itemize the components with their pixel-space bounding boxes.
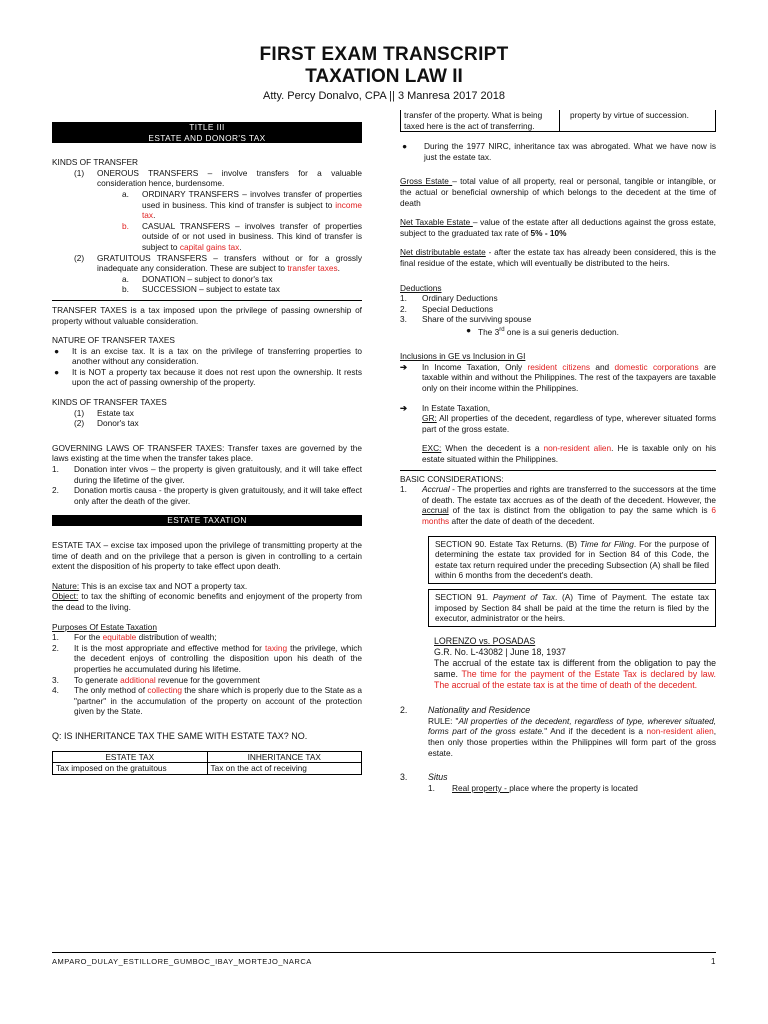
text-run: SECTION 91. <box>435 591 493 602</box>
text-run: after the date of death of the decedent. <box>449 515 595 526</box>
list-text: In Estate Taxation, <box>422 402 491 413</box>
list-text <box>142 221 362 253</box>
list-number: (2) <box>74 252 85 263</box>
deductions-heading: Deductions <box>400 282 442 293</box>
list-number: 2. <box>52 485 59 496</box>
text-run: CASUAL TRANSFERS – involves transfer of properties outside of or not used in business. This kind of transfer is subject to <box>142 220 362 252</box>
list-text: Ordinary Deductions <box>422 293 498 304</box>
case-block <box>400 636 716 691</box>
nature-bullet-2 <box>52 367 362 388</box>
text-run: – value of the estate after all deductions against the gross estate, subject to the graduated tax rate of <box>400 217 716 238</box>
arrow-icon: ➔ <box>400 361 407 372</box>
author-line: Atty. Percy Donalvo, CPA || 3 Manresa 2017 2018 <box>263 90 505 102</box>
label-text: EXC: <box>422 443 442 454</box>
list-number: (1) <box>74 407 85 418</box>
highlight-text: non-resident alien <box>646 726 714 737</box>
table-row <box>401 110 716 132</box>
section-90-box <box>428 536 716 584</box>
nature-line <box>52 581 362 592</box>
case-citation: G.R. No. L-43082 | June 18, 1937 <box>434 646 566 657</box>
section-91-box <box>428 589 716 627</box>
table-cell: transfer of the property. What is being taxed here is the act of transferring. <box>401 110 560 132</box>
deduction-item-3 <box>400 314 716 325</box>
list-text <box>422 484 716 526</box>
label-text: Real property - <box>452 783 510 794</box>
label-text: Gross Estate <box>400 176 453 187</box>
bar-title-line: TITLE III <box>189 122 225 132</box>
deduction-note <box>400 325 716 337</box>
list-text <box>422 362 716 394</box>
text-run: " And if the decedent is a <box>544 726 647 737</box>
text-run: This is an excise tax and NOT a property tax. <box>79 580 248 591</box>
list-text <box>452 783 716 794</box>
nationality-item <box>400 705 716 716</box>
text-run: - after the estate tax has already been considered, this is the final residue of the estate, which will eventually be distributed to the heirs. <box>400 247 716 268</box>
text-run: The accrual of the estate tax is different from the obligation to pay the same. <box>434 657 716 679</box>
list-number: 1. <box>428 783 435 794</box>
nature-heading: NATURE OF TRANSFER TAXES <box>52 335 175 346</box>
transfer-taxes-definition: TRANSFER TAXES is a tax imposed upon the privilege of passing ownership of property without valuable consideration. <box>52 300 362 326</box>
highlight-text: transfer taxes <box>287 263 338 274</box>
nature-bullet-1 <box>52 346 362 367</box>
text-run: To generate <box>74 674 121 685</box>
list-text: Nationality and Residence <box>428 704 531 715</box>
page-footer <box>52 952 716 966</box>
label-text: GR: <box>422 413 437 424</box>
text-run: – total value of all property, real or personal, tangible or intangible, or the actual or beneficial ownership of which belongs to the decedent at the time of death <box>400 176 716 208</box>
highlight-text: domestic corporations <box>614 361 699 372</box>
casual-item <box>52 221 362 253</box>
list-number: 1. <box>400 293 407 304</box>
text-run: All properties of the decedent, regardless of type, wherever situated, forms part of the gross estate. <box>428 715 716 737</box>
comparison-table <box>52 751 362 775</box>
highlight-text: taxing <box>264 642 288 653</box>
list-number: (1) <box>74 167 85 178</box>
list-text: DONATION – subject to donor's tax <box>142 273 273 284</box>
list-text: Situs <box>428 772 448 783</box>
list-number: (2) <box>74 418 85 429</box>
section-91-text <box>435 592 709 624</box>
list-text: Donation mortis causa - the property is given gratuitously, and it will take effect only after the death of the giver. <box>74 485 362 506</box>
text-run: . <box>337 263 340 274</box>
list-text: ONEROUS TRANSFERS – involve transfers for a valuable consideration hence, burdensome. <box>97 167 362 189</box>
purpose-item-4 <box>52 685 362 717</box>
list-text: Estate tax <box>97 407 134 418</box>
object-line <box>52 591 362 612</box>
text-run: - The properties and rights are transferred to the successors at the time of death. The estate tax accrues as of the death of the decedent. However, the <box>422 484 716 505</box>
text-run: RULE: " <box>428 715 459 726</box>
bullet-icon: ● <box>466 324 472 335</box>
text-run: Time for Filing <box>580 538 634 549</box>
arrow-icon: ➔ <box>400 402 407 413</box>
list-text: Special Deductions <box>422 303 494 314</box>
list-text: It is an excise tax. It is a tax on the privilege of transferring properties to another without any consideration. <box>72 345 362 367</box>
estate-tax-item <box>52 408 362 419</box>
list-text: It is NOT a property tax because it does not rest upon the ownership. It rests upon the act of passing ownership of the property. <box>72 366 362 388</box>
text-run: For the <box>74 632 103 643</box>
bar-subtitle-line: ESTATE AND DONOR'S TAX <box>148 132 266 143</box>
list-text: Share of the surviving spouse <box>422 314 532 325</box>
gratuitous-item <box>52 253 362 274</box>
right-column <box>400 110 716 794</box>
text-run: . For the purpose of determining the estate tax provided for in Section 84 of this Code, the estate tax return required under the preceding Subsection (A) shall be filed within 6 months from the decedent's death. <box>435 538 709 581</box>
text-run: distribution of wealth; <box>136 632 217 643</box>
tax-rate: 5% - 10% <box>530 227 567 238</box>
author-names: AMPARO_DULAY_ESTILLORE_GUMBOC_IBAY_MORTEJO_NARCA <box>52 957 312 966</box>
superscript: rd <box>499 326 505 333</box>
highlight-text: income tax <box>142 199 362 221</box>
text-run: the privilege, which the decedent enjoys of controlling the disposition upon his death of the properties he accumulated during his lifetime. <box>74 642 362 674</box>
bullet-icon: ● <box>54 366 60 377</box>
highlight-text: resident citizens <box>527 361 591 372</box>
list-number: a. <box>122 273 129 284</box>
text-run: . <box>153 210 156 221</box>
table-cell: Tax on the act of receiving <box>207 763 362 775</box>
list-text <box>74 685 362 717</box>
text-run: The 3 <box>478 326 500 337</box>
nationality-rule <box>400 716 716 758</box>
purpose-item-1 <box>52 632 362 643</box>
text-run: GRATUITOUS TRANSFERS – transfers without or for a grossly inadequate any consideration. These are subject to <box>97 252 362 274</box>
list-text: SUCCESSION – subject to estate tax <box>142 284 280 295</box>
list-number: 3. <box>52 674 59 685</box>
list-number: 4. <box>52 685 59 696</box>
text-run: SECTION 90. Estate Tax Returns. (B) <box>435 538 581 549</box>
net-taxable-estate-definition <box>400 217 716 238</box>
nirc-bullet <box>400 141 716 162</box>
text-run: . (A) Time of Payment. The estate tax imposed by Section 84 shall be paid at the time the return is filed by the executor, administrator or the heirs. <box>435 591 710 624</box>
table-cell: property by virtue of succession. <box>560 110 716 132</box>
highlight-text: non-resident alien <box>543 443 612 454</box>
text-run: ORDINARY TRANSFERS – involves transfer of properties used in business. This kind of transfer is subject to <box>142 188 362 210</box>
table-header-row <box>53 751 362 763</box>
list-number: 3. <box>400 314 407 325</box>
section-90-text <box>435 539 709 581</box>
text-run: place where the property is located <box>509 783 638 794</box>
label-text: Net distributable estate <box>400 247 486 258</box>
list-text: Donation inter vivos – the property is given gratuitously, and it will take effect during the lifetime of the giver. <box>74 464 362 485</box>
highlight-text: equitable <box>102 632 137 643</box>
highlight-text: capital gains tax <box>179 241 240 252</box>
governing-item-2 <box>52 485 362 506</box>
text-run: The only method of <box>74 685 148 696</box>
document-subtitle: TAXATION LAW II <box>305 66 463 87</box>
table-row <box>53 763 362 775</box>
text-run: It is the most appropriate and effective method for <box>74 642 265 653</box>
bullet-icon: ● <box>54 345 60 356</box>
situs-item <box>400 772 716 783</box>
list-number: 2. <box>400 303 407 314</box>
list-text <box>142 189 362 221</box>
text-run: accrual <box>422 505 449 516</box>
income-taxation-item <box>400 362 716 394</box>
comparison-table-continued <box>400 110 716 132</box>
governing-laws-paragraph: GOVERNING LAWS OF TRANSFER TAXES: Transfer taxes are governed by the laws existing at the time when the transfer takes place. <box>52 442 362 464</box>
gross-estate-definition <box>400 176 716 208</box>
list-number: 1. <box>400 484 407 495</box>
text-run: When the decedent is a <box>441 443 544 454</box>
donors-tax-item <box>52 418 362 429</box>
highlight-text: collecting <box>147 685 182 696</box>
inclusions-heading: Inclusions in GE vs Inclusion in GI <box>400 351 526 362</box>
list-number: b. <box>122 284 129 295</box>
text-run: and <box>590 361 615 372</box>
text-run: revenue for the government <box>155 674 260 685</box>
table-header-cell: INHERITANCE TAX <box>207 751 362 763</box>
page-number: 1 <box>711 957 716 966</box>
purposes-heading: Purposes Of Estate Taxation <box>52 621 157 632</box>
table-header-cell: ESTATE TAX <box>53 751 208 763</box>
succession-item <box>52 284 362 295</box>
real-property-item <box>400 783 716 794</box>
text-run: Payment of Tax <box>492 591 555 602</box>
table-cell: Tax imposed on the gratuitous <box>53 763 208 775</box>
text-run: to tax the shifting of economic benefits and enjoyment of the property from the dead to the living. <box>52 591 362 612</box>
purpose-item-3 <box>52 675 362 686</box>
list-number: b. <box>122 220 129 231</box>
purpose-item-2 <box>52 643 362 675</box>
text-run: , then only those properties within the Philippines will form part of the gross estate. <box>428 726 716 758</box>
text-run: one is a sui generis deduction. <box>504 326 619 337</box>
label-text: Net Taxable Estate <box>400 217 473 228</box>
list-number: 3. <box>400 772 408 783</box>
text-run: the share which is properly due to the State as a "partner" in the accumulation of the property on account of the protection given by the State. <box>74 685 362 717</box>
basic-considerations-heading: BASIC CONSIDERATIONS: <box>400 470 716 485</box>
general-rule <box>400 413 716 434</box>
deduction-item-2 <box>400 304 716 315</box>
text-run: In Income Taxation, Only <box>422 361 528 372</box>
label-text: Object: <box>52 591 79 602</box>
left-column <box>52 122 362 775</box>
text-run: of the tax is distinct from the obligation to pay the same which is <box>448 505 712 516</box>
text-run: . <box>239 241 242 252</box>
exception-rule <box>400 443 716 464</box>
governing-item-1 <box>52 464 362 485</box>
highlight-text: The time for the payment of the Estate Tax is declared by law. The accrual of the estate tax is at the time of death of the decedent. <box>434 668 717 690</box>
list-text <box>74 675 362 686</box>
text-run: are taxable within and without the Philippines. The rest of the taxpayers are taxable only on their income within the Philippines. <box>422 361 716 394</box>
case-text <box>434 658 716 691</box>
question-line: Q: IS INHERITANCE TAX THE SAME WITH ESTATE TAX? NO. <box>52 730 308 741</box>
label-text: Accrual <box>422 484 450 495</box>
donation-item <box>52 274 362 285</box>
highlight-text: additional <box>120 674 156 685</box>
bullet-icon: ● <box>402 141 408 152</box>
list-text: Donor's tax <box>97 418 139 429</box>
accrual-item <box>400 484 716 526</box>
text-run: All properties of the decedent, regardless of type, wherever situated forms part of the gross estate. <box>422 413 716 434</box>
title-iii-bar <box>52 122 362 143</box>
list-number: 1. <box>52 632 59 643</box>
list-text <box>74 643 362 675</box>
net-distributable-estate-definition <box>400 247 716 268</box>
list-number: a. <box>122 188 129 199</box>
kinds-transfer-taxes-heading: KINDS OF TRANSFER TAXES <box>52 397 167 408</box>
list-number: 2. <box>52 642 59 653</box>
list-number: 1. <box>52 464 59 475</box>
label-text: Nature: <box>52 580 80 591</box>
deduction-item-1 <box>400 293 716 304</box>
list-text <box>97 253 362 274</box>
estate-tax-definition: ESTATE TAX – excise tax imposed upon the privilege of transmitting property at the time of death and on the privilege that a person is given in controlling to a certain extent the disposition of his property to take effect upon death. <box>52 540 362 572</box>
text-run: . He is taxable only on his estate situated within the Philippines. <box>422 443 716 465</box>
list-number: 2. <box>400 704 408 715</box>
highlight-text: 6 months <box>422 505 716 526</box>
document-title: FIRST EXAM TRANSCRIPT <box>259 44 509 65</box>
kinds-heading: KINDS OF TRANSFER <box>52 157 139 168</box>
estate-taxation-item <box>400 403 716 414</box>
case-name: LORENZO vs. POSADAS <box>434 635 536 646</box>
list-text <box>74 632 362 643</box>
onerous-item <box>52 168 362 189</box>
ordinary-item <box>52 189 362 221</box>
list-text: During the 1977 NIRC, inheritance tax was abrogated. What we have now is just the estate tax. <box>424 141 716 162</box>
estate-taxation-bar: ESTATE TAXATION <box>52 515 362 526</box>
list-text <box>478 325 716 337</box>
